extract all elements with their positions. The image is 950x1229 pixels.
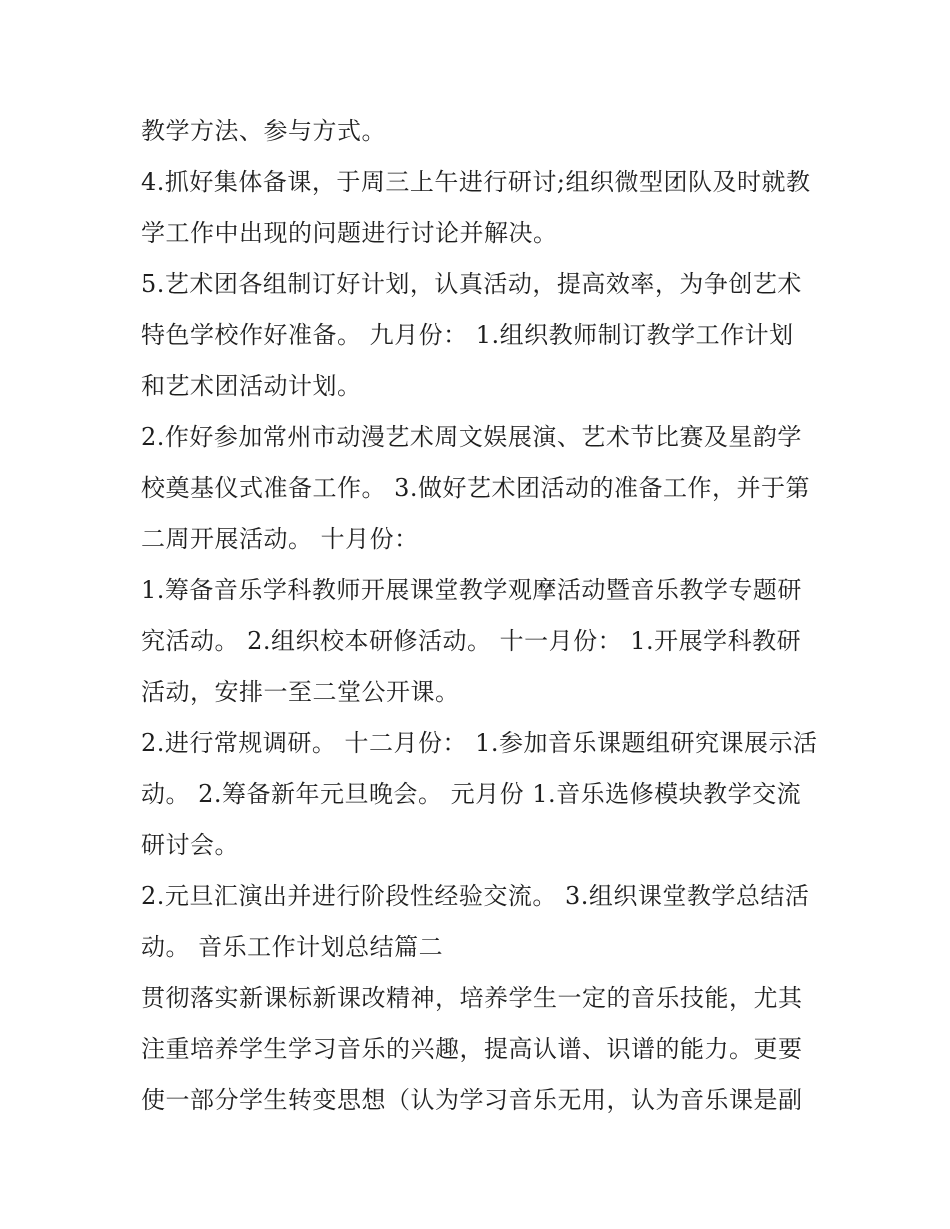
text-line: 1.筹备音乐学科教师开展课堂教学观摩活动暨音乐教学专题研 <box>141 576 802 604</box>
body-text <box>141 106 821 1126</box>
text-line: 教学方法、参与方式。 <box>141 117 386 145</box>
text-line: 贯彻落实新课标新课改精神，培养学生一定的音乐技能，尤其 <box>141 984 803 1012</box>
text-line: 注重培养学生学习音乐的兴趣，提高认谱、识谱的能力。更要 <box>141 1035 803 1063</box>
text-line: 研讨会。 <box>141 831 239 859</box>
text-line: 特色学校作好准备。 九月份： 1.组织教师制订教学工作计划 <box>141 321 794 349</box>
text-line: 动。 2.筹备新年元旦晚会。 元月份 1.音乐选修模块教学交流 <box>141 780 802 808</box>
text-line: 究活动。 2.组织校本研修活动。 十一月份： 1.开展学科教研 <box>141 627 802 655</box>
text-line: 4.抓好集体备课，于周三上午进行研讨;组织微型团队及时就教 <box>141 168 811 196</box>
text-line: 2.作好参加常州市动漫艺术周文娱展演、艺术节比赛及星韵学 <box>141 423 802 451</box>
text-line: 二周开展活动。 十月份： <box>141 525 419 553</box>
text-line: 动。 音乐工作计划总结篇二 <box>141 933 444 961</box>
text-line: 2.元旦汇演出并进行阶段性经验交流。 3.组织课堂教学总结活 <box>141 882 810 910</box>
text-line: 学工作中出现的问题进行讨论并解决。 <box>141 219 558 247</box>
text-line: 校奠基仪式准备工作。 3.做好艺术团活动的准备工作，并于第 <box>141 474 811 502</box>
text-line: 和艺术团活动计划。 <box>141 372 362 400</box>
text-line: 活动，安排一至二堂公开课。 <box>141 678 460 706</box>
text-line: 使一部分学生转变思想（认为学习音乐无用，认为音乐课是副 <box>141 1086 803 1114</box>
text-line: 5.艺术团各组制订好计划，认真活动，提高效率，为争创艺术 <box>141 270 802 298</box>
text-line: 2.进行常规调研。 十二月份： 1.参加音乐课题组研究课展示活 <box>141 729 818 757</box>
